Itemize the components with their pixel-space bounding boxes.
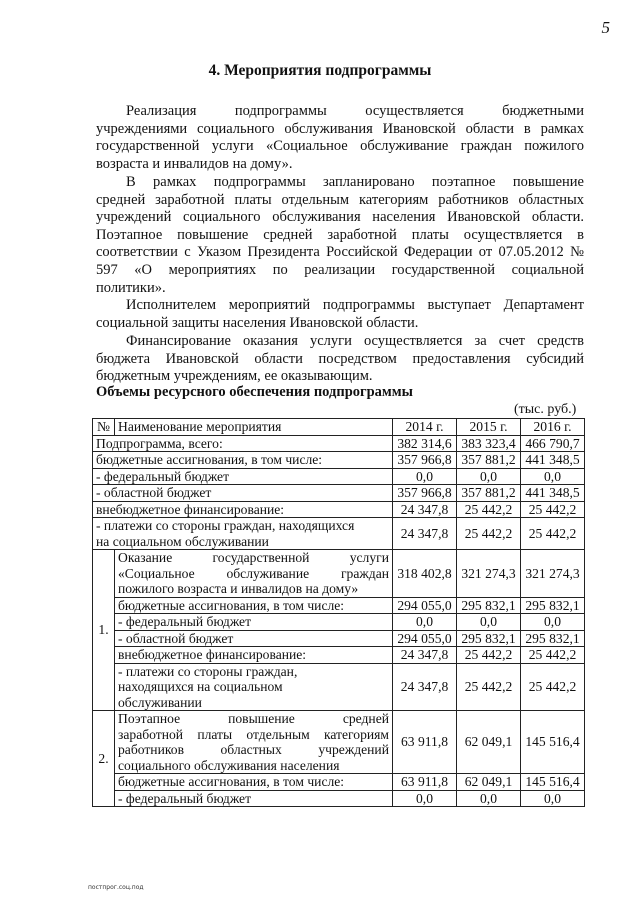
text-line: политики». (96, 279, 166, 296)
page-number: 5 (601, 18, 610, 37)
row-value-2015: 25 442,2 (457, 663, 521, 711)
row-value-2016: 0,0 (521, 614, 585, 631)
table-header-row (93, 419, 585, 436)
item-title-line: работников областных учреждений (118, 742, 389, 757)
row-name-line: на социальном обслуживании (96, 533, 269, 549)
item-number: 1. (93, 550, 115, 711)
text-line: соответствии с Указом Президента Российской Федерации от 07.05.2012 № (96, 244, 584, 261)
table-row (93, 518, 585, 550)
text-line: возраста и инвалидов на дому». (96, 155, 293, 172)
row-name: - областной бюджет (93, 485, 393, 502)
text-line: учреждений социального обслуживания населения Ивановской области. (96, 209, 584, 226)
row-value-2016: 145 516,4 (521, 711, 585, 774)
row-value-2016: 295 832,1 (521, 597, 585, 614)
resource-table (92, 418, 585, 807)
text-line: Реализация подпрограммы осуществляется бюджетными (126, 103, 584, 119)
row-value-2014: 24 347,8 (393, 647, 457, 664)
row-name (93, 518, 393, 550)
item-title-line: социального обслуживания населения (118, 757, 340, 773)
table-row (93, 630, 585, 647)
row-value-2016: 25 442,2 (521, 501, 585, 518)
row-value-2015: 383 323,4 (457, 435, 521, 452)
row-value-2015: 25 442,2 (457, 647, 521, 664)
row-value-2016: 145 516,4 (521, 774, 585, 791)
paragraph-financing (96, 333, 584, 386)
header-cell-number: № (93, 419, 115, 436)
row-value-2015: 0,0 (457, 614, 521, 631)
row-value-2014: 294 055,0 (393, 630, 457, 647)
text-line: Финансирование оказания услуги осуществляется за счет средств (126, 333, 584, 349)
row-name-line: - платежи со стороны граждан, (118, 663, 298, 679)
row-value-2014: 0,0 (393, 468, 457, 485)
row-name-line: находящихся на социальном (118, 679, 283, 694)
row-value-2014: 357 966,8 (393, 452, 457, 469)
row-value-2016: 0,0 (521, 468, 585, 485)
row-name (115, 663, 393, 711)
row-value-2014: 382 314,6 (393, 435, 457, 452)
text-line: бюджетным учреждениям, ее оказывающим. (96, 368, 373, 385)
row-value-2015: 0,0 (457, 468, 521, 485)
text-line: Поэтапное повышение средней заработной платы осуществляется в (96, 226, 584, 243)
table-row (93, 550, 585, 598)
table-row (93, 452, 585, 469)
table-row (93, 774, 585, 791)
row-name: бюджетные ассигнования, в том числе: (93, 452, 393, 469)
row-value-2016: 25 442,2 (521, 663, 585, 711)
row-value-2016: 441 348,5 (521, 452, 585, 469)
row-value-2016: 295 832,1 (521, 630, 585, 647)
row-value-2015: 25 442,2 (457, 501, 521, 518)
table-row (93, 468, 585, 485)
row-value-2015: 321 274,3 (457, 550, 521, 598)
text-line: социальной защиты населения Ивановской области. (96, 314, 419, 331)
paragraph-salary (96, 174, 584, 297)
row-value-2016: 441 348,5 (521, 485, 585, 502)
table-row (93, 435, 585, 452)
units-label: (тыс. руб.) (514, 402, 577, 417)
header-cell-2014: 2014 г. (393, 419, 457, 436)
row-name: Подпрограмма, всего: (93, 435, 393, 452)
row-name: внебюджетное финансирование: (93, 501, 393, 518)
header-cell-name: Наименование мероприятия (115, 419, 393, 436)
row-name-line: обслуживании (118, 694, 202, 710)
row-value-2015: 62 049,1 (457, 774, 521, 791)
row-value-2016: 466 790,7 (521, 435, 585, 452)
row-value-2014: 63 911,8 (393, 774, 457, 791)
row-value-2016: 25 442,2 (521, 518, 585, 550)
row-value-2014: 24 347,8 (393, 501, 457, 518)
text-line: средней заработной платы отдельным категориям работников областных (96, 191, 584, 208)
row-value-2014: 24 347,8 (393, 663, 457, 711)
item-title (115, 711, 393, 774)
row-value-2015: 295 832,1 (457, 597, 521, 614)
text-line: 597 «О мероприятиях по реализации государственной социальной (96, 261, 584, 278)
row-value-2014: 24 347,8 (393, 518, 457, 550)
table-row (93, 597, 585, 614)
row-name: - федеральный бюджет (115, 790, 393, 807)
row-name-line: - платежи со стороны граждан, находящихся (96, 518, 355, 533)
paragraph-executor (96, 297, 584, 332)
item-title-line: Оказание государственной услуги (118, 550, 389, 565)
item-number: 2. (93, 711, 115, 807)
row-name: - федеральный бюджет (115, 614, 393, 631)
table-row (93, 501, 585, 518)
table-row (93, 647, 585, 664)
section-heading: 4. Мероприятия подпрограммы (208, 62, 432, 79)
item-title-line: Поэтапное повышение средней (118, 711, 389, 726)
row-value-2014: 357 966,8 (393, 485, 457, 502)
row-value-2015: 357 881,2 (457, 452, 521, 469)
table-row (93, 711, 585, 774)
row-value-2015: 357 881,2 (457, 485, 521, 502)
row-value-2014: 318 402,8 (393, 550, 457, 598)
row-value-2015: 295 832,1 (457, 630, 521, 647)
row-value-2014: 0,0 (393, 790, 457, 807)
table-row (93, 663, 585, 711)
row-name: внебюджетное финансирование: (115, 647, 393, 664)
item-title-line: заработной платы отдельным категориям (118, 726, 389, 742)
item-title-line: пожилого возраста и инвалидов на дому» (118, 581, 359, 596)
row-name: - федеральный бюджет (93, 468, 393, 485)
resource-section-title: Объемы ресурсного обеспечения подпрограммы (96, 384, 413, 400)
text-line: В рамках подпрограммы запланировано поэтапное повышение (126, 174, 584, 190)
footer-filename: постпрог.соц.под (88, 884, 144, 891)
row-name: бюджетные ассигнования, в том числе: (115, 774, 393, 791)
row-value-2015: 0,0 (457, 790, 521, 807)
text-line: государственной услуги «Социальное обслуживание граждан пожилого (96, 138, 584, 155)
row-value-2015: 25 442,2 (457, 518, 521, 550)
header-cell-2015: 2015 г. (457, 419, 521, 436)
table-row (93, 790, 585, 807)
row-value-2016: 25 442,2 (521, 647, 585, 664)
row-value-2014: 0,0 (393, 614, 457, 631)
item-title (115, 550, 393, 598)
item-title-line: «Социальное обслуживание граждан (118, 565, 389, 581)
row-value-2016: 0,0 (521, 790, 585, 807)
table-row (93, 614, 585, 631)
text-line: Исполнителем мероприятий подпрограммы выступает Департамент (126, 297, 584, 313)
row-value-2014: 294 055,0 (393, 597, 457, 614)
row-value-2016: 321 274,3 (521, 550, 585, 598)
paragraph-implementation (96, 103, 584, 173)
text-line: учреждениями социального обслуживания Ивановской области в рамках (96, 120, 584, 137)
text-line: бюджета Ивановской области посредством предоставления субсидий (96, 350, 584, 367)
row-value-2014: 63 911,8 (393, 711, 457, 774)
table-row (93, 485, 585, 502)
header-cell-2016: 2016 г. (521, 419, 585, 436)
row-name: бюджетные ассигнования, в том числе: (115, 597, 393, 614)
row-name: - областной бюджет (115, 630, 393, 647)
row-value-2015: 62 049,1 (457, 711, 521, 774)
